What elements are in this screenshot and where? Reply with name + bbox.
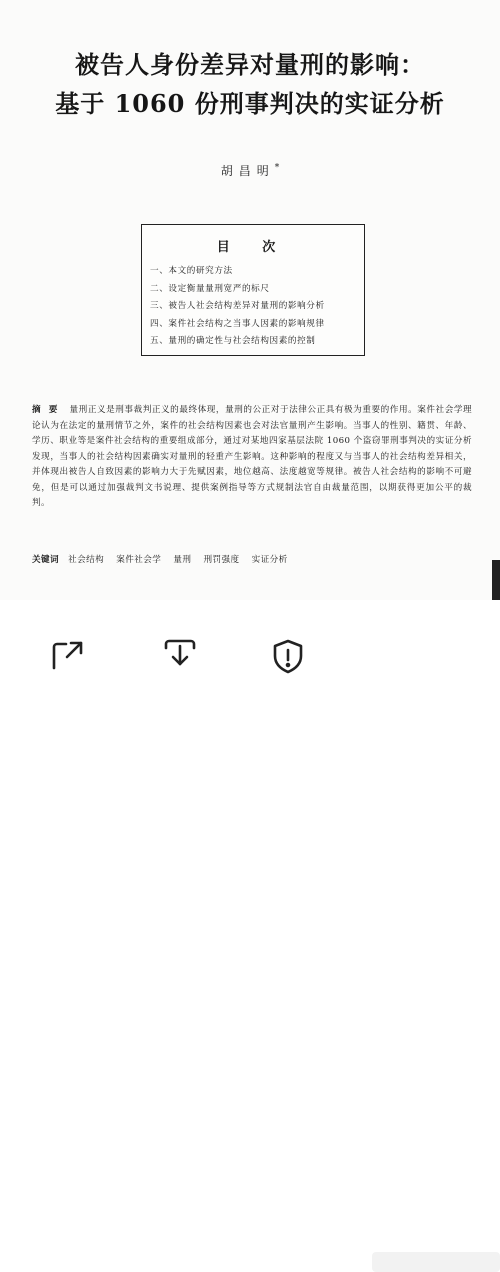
keywords bbox=[32, 553, 472, 565]
shield-alert-icon[interactable] bbox=[270, 638, 306, 674]
keyword: 实证分析 bbox=[251, 555, 288, 565]
keyword: 社会结构 bbox=[68, 555, 105, 565]
table-of-contents bbox=[141, 224, 365, 356]
abstract-label: 摘要 bbox=[32, 405, 66, 415]
keywords-label: 关键词 bbox=[32, 555, 59, 565]
keyword: 案件社会学 bbox=[116, 555, 162, 565]
scroll-indicator[interactable] bbox=[492, 560, 500, 600]
title-line-1: 被告人身份差异对量刑的影响： bbox=[75, 50, 425, 79]
toc-item: 三、被告人社会结构差异对量刑的影响分析 bbox=[150, 301, 325, 311]
toc-item: 四、案件社会结构之当事人因素的影响规律 bbox=[150, 318, 325, 329]
document-page bbox=[0, 0, 500, 600]
abstract-text: 量刑正义是刑事裁判正义的最终体现，量刑的公正对于法律公正具有极为重要的作用。案件社会学理论认为在法定的量刑情节之外，案件的社会结构因素也会对法官量刑产生影响。当事人的性别、籍贯、年龄、学历、职业等是案件社会结构的重要组成部分，通过对某地四家基层法院 1060 个盗窃罪刑事判决的实证分析发现，当事人的社会结构因素确实对量刑的轻重产生影响。这种影响的程度又与当事人的社会结构差异相关，并体现出被告人自致因素的影响力大于先赋因素，地位越高、法度越宽等规律。被告人社会结构的影响不可避免，但是可以通过加强裁判文书说理、提供案例指导等方式规制法官自由裁量范围，以期获得更加公平的裁判。 bbox=[32, 405, 472, 508]
more-button[interactable] bbox=[372, 1252, 500, 1272]
toc-heading: 目 次 bbox=[216, 240, 290, 255]
bottom-toolbar bbox=[0, 600, 500, 667]
toc-item: 二、设定衡量量刑宽严的标尺 bbox=[150, 283, 270, 294]
title-line-2: 基于 1060 份刑事判决的实证分析 bbox=[55, 89, 445, 118]
keyword: 量刑 bbox=[173, 555, 192, 565]
toc-item: 一、本文的研究方法 bbox=[150, 266, 233, 276]
share-icon[interactable] bbox=[50, 638, 86, 674]
author-footnote-mark: * bbox=[274, 163, 280, 173]
keyword: 刑罚强度 bbox=[203, 555, 240, 565]
abstract bbox=[32, 403, 472, 512]
download-icon[interactable] bbox=[162, 638, 198, 674]
toc-item: 五、量刑的确定性与社会结构因素的控制 bbox=[150, 336, 316, 346]
author-name: 胡昌明 bbox=[220, 164, 275, 178]
author bbox=[0, 162, 500, 179]
